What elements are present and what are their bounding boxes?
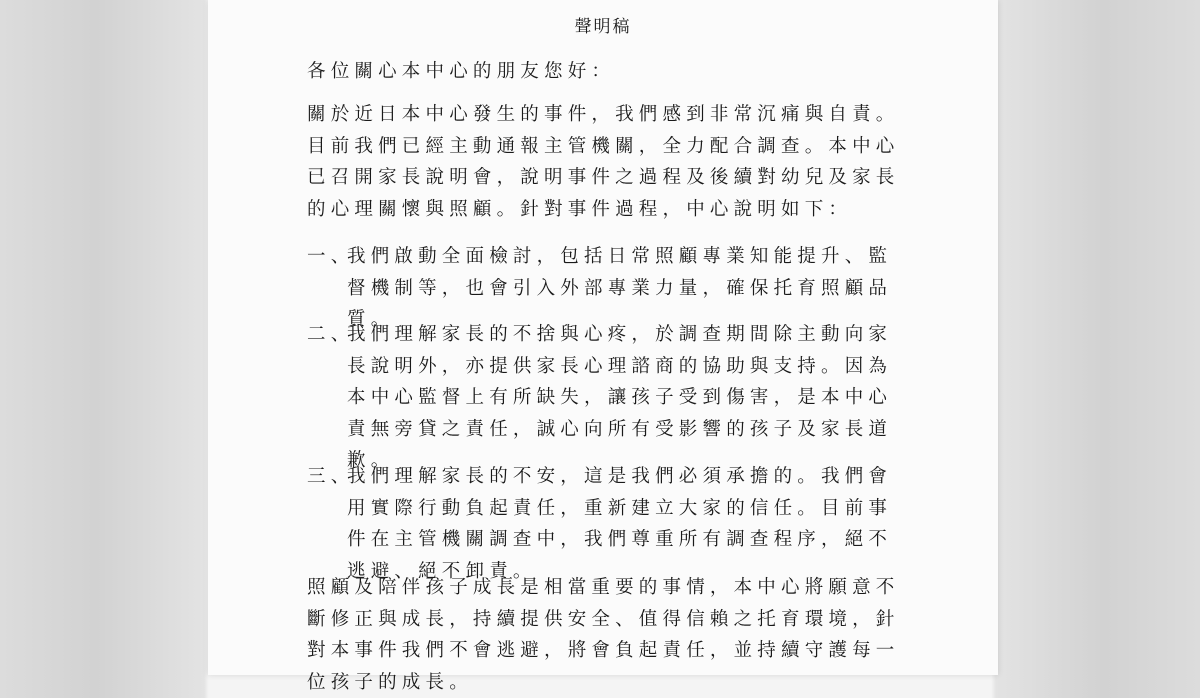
document-title: 聲明稿: [574, 17, 632, 37]
list-item-number: 三、: [307, 466, 355, 487]
list-item-text: 我們理解家長的不安，這是我們必須承擔的。我們會用實際行動負起責任，重新建立大家的信任。目前事件在主管機關調查中，我們尊重所有調查程序，絕不逃避、絕不卸責。: [347, 466, 893, 582]
list-item-text: 我們理解家長的不捨與心疼，於調查期間除主動向家長說明外，亦提供家長心理諮商的協助與支持。因為本中心監督上有所缺失，讓孩子受到傷害，是本中心責無旁貸之責任，誠心向所有受影響的孩子及家長道歉。: [347, 324, 893, 472]
list-item: [307, 319, 907, 477]
greeting: 各位關心本中心的朋友您好：: [307, 61, 616, 82]
intro-paragraph: 關於近日本中心發生的事件，我們感到非常沉痛與自責。目前我們已經主動通報主管機關，全力配合調查。本中心已召開家長說明會，說明事件之過程及後續對幼兒及家長的心理關懷與照顧。針對事件過程，中心說明如下：: [307, 104, 900, 220]
list-item-number: 二、: [307, 324, 355, 345]
list-item: [307, 461, 907, 587]
list-item-number: 一、: [307, 246, 355, 267]
statement-page: [208, 0, 998, 693]
list-item-text: 我們啟動全面檢討，包括日常照顧專業知能提升、監督機制等，也會引入外部專業力量，確保托育照顧品質。: [347, 246, 893, 331]
closing-paragraph: 照顧及陪伴孩子成長是相當重要的事情，本中心將願意不斷修正與成長，持續提供安全、值得信賴之托育環境，針對本事件我們不會逃避，將會負起責任，並持續守護每一位孩子的成長。: [307, 577, 900, 693]
